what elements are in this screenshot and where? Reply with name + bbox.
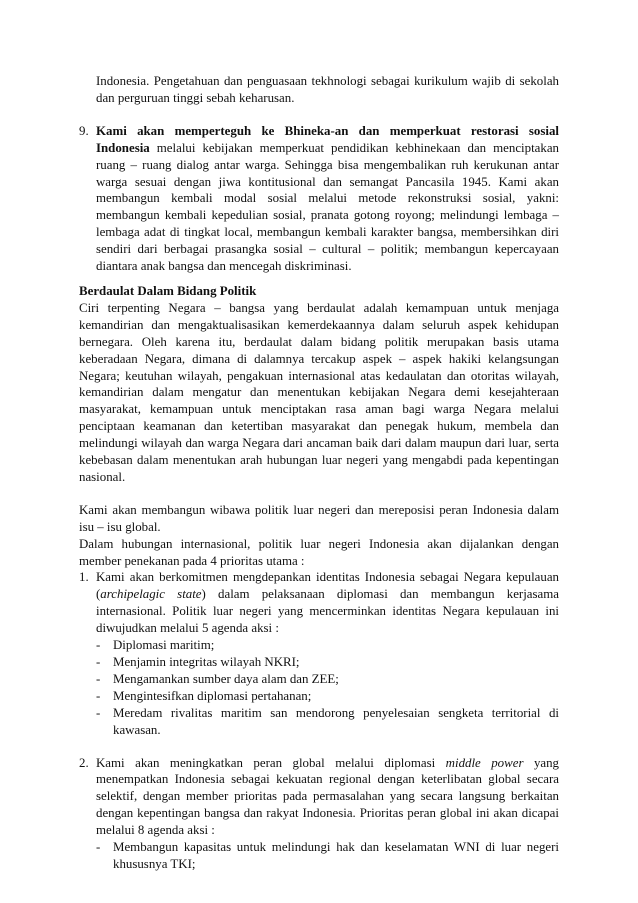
agenda-text: Meredam rivalitas maritim san mendorong penyelesaian sengketa territorial di kawasan. [113,705,559,737]
priority-1-text [96,569,559,637]
priority-1-italic: archipelagic state [100,587,202,602]
list-item [96,671,559,688]
list-item-9 [79,123,559,275]
priority-1-agenda-list [96,637,559,738]
dash-marker: - [96,671,101,686]
priority-2-agenda-list [96,839,559,873]
priority-2-text [96,755,559,840]
list-item [96,637,559,654]
list-item [96,705,559,739]
agenda-text: Diplomasi maritim; [113,638,215,653]
section-title: Berdaulat Dalam Bidang Politik [79,283,257,298]
dash-marker: - [96,688,101,703]
priority-2-italic: middle power [445,755,524,770]
section-paragraph-1: Ciri terpenting Negara – bangsa yang berdaulat adalah kemampuan untuk menjaga kemandirian dan mengaktualisasikan kemerdekaannya dalam seluruh aspek kehidupan bernegara. Oleh karena itu, berdaulat dalam bidang politik merupakan basis utama keberadaan Negara, dimana di dalamnya tercakup aspek – aspek hakiki kelangsungan Negara; keutuhan wilayah, pengakuan internasional atas kedaulatan dan otoritas wilayah, kemandirian dalam mengatur dan menentukan kebijakan Negara demi kesejahteraan masyarakat, kemampuan untuk menciptakan rasa aman bagi warga Negara melalui penciptaan keamanan dan ketertiban masyarakat dan penegak hukum, membela dan melindungi wilayah dan warga Negara dari ancaman baik dari dalam maupun dari luar, serta kebebasan dalam menentukan arah hubungan luar negeri yang mengabdi pada kepentingan nasional. [79,300,559,484]
section-paragraph-2: Kami akan membangun wibawa politik luar negeri dan mereposisi peran Indonesia dalam isu – isu global. [79,502,559,534]
item-number: 2. [79,755,89,770]
agenda-text: Membangun kapasitas untuk melindungi hak dan keselamatan WNI di luar negeri khususnya TKI; [113,840,559,871]
agenda-text: Mengamankan sumber daya alam dan ZEE; [113,671,339,686]
dash-marker: - [96,705,101,720]
list-item [96,654,559,671]
agenda-text: Mengintesifkan diplomasi pertahanan; [113,688,312,703]
priority-1-text-a: Kami akan berkomitmen mengdepankan identitas Indonesia sebagai Negara kepulauan ( [96,570,559,602]
list-item [96,688,559,705]
priority-item-2 [79,755,559,873]
item-number: 9. [79,123,89,138]
item-number: 1. [79,570,89,585]
item-9-heading: Kami akan memperteguh ke Bhineka-an dan memperkuat restorasi sosial Indonesia [96,123,559,155]
dash-marker: - [96,638,101,653]
continuation-paragraph: Indonesia. Pengetahuan dan penguasaan tekhnologi sebagai kurikulum wajib di sekolah dan perguruan tinggi sebah keharusan. [96,74,559,105]
agenda-text: Menjamin integritas wilayah NKRI; [113,655,300,669]
section-paragraph-3: Dalam hubungan internasional, politik luar negeri Indonesia akan dijalankan dengan member penekanan pada 4 prioritas utama : [79,536,559,568]
item-9-text [96,123,559,275]
priority-2-text-a: Kami akan meningkatkan peran global melalui diplomasi [96,755,446,770]
list-item [96,839,559,873]
dash-marker: - [96,840,101,855]
dash-marker: - [96,655,101,669]
priority-2-text-b: yang menempatkan Indonesia sebagai kekuatan regional dengan keterlibatan global secara selektif, dengan member prioritas pada permasalahan yang secara langsung berkaitan dengan kepentingan bangsa dan rakyat Indonesia. Prioritas peran global ini akan dicapai melalui 8 agenda aksi : [96,755,559,838]
item-9-body: melalui kebijakan memperkuat pendidikan kebhinekaan dan menciptakan ruang – ruang dialog antar warga. Sehingga bisa mengembalikan ruh kerukunan antar warga sesuai dengan jiwa kontitusional dan semangat Pancasila 1945. Kami akan membangun kembali modal sosial melalui metode rekonstruksi sosial, yakni: membangun kembali kepedulian sosial, pranata gotong royong; melindungi lembaga – lembaga adat di tingkat local, membangun kembali karakter bangsa, membersihkan diri sendiri dari berbagai prasangka sosial – cultural – politik; membangun kepercayaan diantara anak bangsa dan mencegah diskriminasi. [96,140,559,274]
priority-item-1 [79,569,559,738]
priority-1-text-b: ) dalam pelaksanaan diplomasi dan membangun kerjasama internasional. Politik luar negeri yang mencerminkan identitas Negara kepulauan ini diwujudkan melalui 5 agenda aksi : [96,587,559,636]
